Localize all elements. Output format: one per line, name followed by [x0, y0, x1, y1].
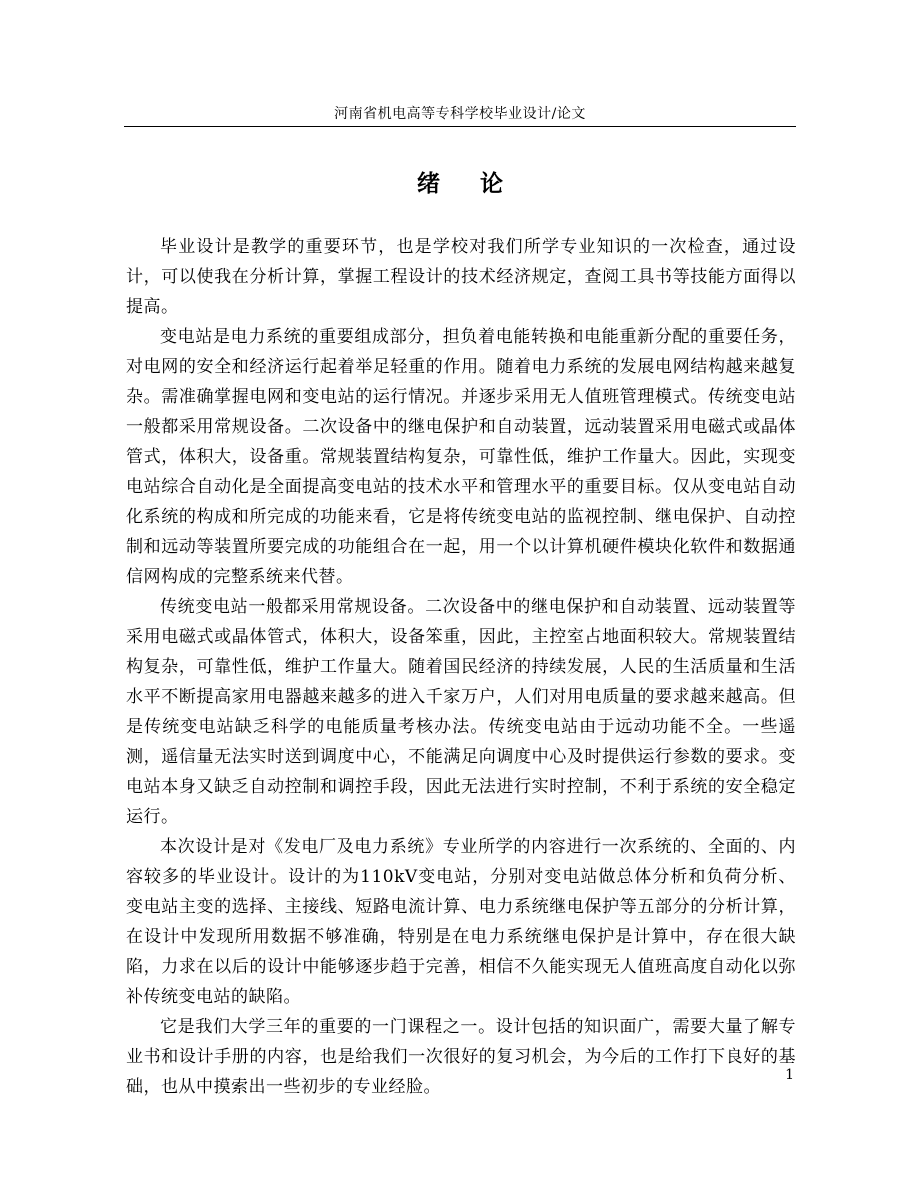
page-title: 绪论	[417, 170, 543, 197]
paragraph: 本次设计是对《发电厂及电力系统》专业所学的内容进行一次系统的、全面的、内容较多的毕业设计。设计的为110kV变电站，分别对变电站做总体分析和负荷分析、变电站主变的选择、主接线、短路电流计算、电力系统继电保护等五部分的分析计算，在设计中发现所用数据不够准确，特别是在电力系统继电保护是计算中，存在很大缺陷，力求在以后的设计中能够逐步趋于完善，相信不久能实现无人值班高度自动化以弥补传统变电站的缺陷。	[126, 837, 796, 1007]
paragraph: 毕业设计是教学的重要环节，也是学校对我们所学专业知识的一次检查，通过设计，可以使我在分析计算，掌握工程设计的技术经济规定，查阅工具书等技能方面得以提高。	[126, 237, 796, 317]
paragraph: 变电站是电力系统的重要组成部分，担负着电能转换和电能重新分配的重要任务，对电网的安全和经济运行起着举足轻重的作用。随着电力系统的发展电网结构越来越复杂。需准确掌握电网和变电站的运行情况。并逐步采用无人值班管理模式。传统变电站一般都采用常规设备。二次设备中的继电保护和自动装置，远动装置采用电磁式或晶体管式，体积大，设备重。常规装置结构复杂，可靠性低，维护工作量大。因此，实现变电站综合自动化是全面提高变电站的技术水平和管理水平的重要目标。仅从变电站自动化系统的构成和所完成的功能来看，它是将传统变电站的监视控制、继电保护、自动控制和远动等装置所要完成的功能组合在一起，用一个以计算机硬件模块化软件和数据通信网构成的完整系统来代替。	[126, 327, 796, 587]
page-header	[124, 104, 796, 127]
header-text: 河南省机电高等专科学校毕业设计/论文	[334, 106, 586, 122]
paragraph: 它是我们大学三年的重要的一门课程之一。设计包括的知识面广，需要大量了解专业书和设计手册的内容，也是给我们一次很好的复习机会，为今后的工作打下良好的基础，也从中摸索出一些初步的专业经脸。	[126, 1017, 796, 1097]
body-text	[126, 232, 796, 1102]
paragraph: 传统变电站一般都采用常规设备。二次设备中的继电保护和自动装置、远动装置等采用电磁式或晶体管式，体积大，设备笨重，因此，主控室占地面积较大。常规装置结构复杂，可靠性低，维护工作量大。随着国民经济的持续发展，人民的生活质量和生活水平不断提高家用电器越来越多的进入千家万户，人们对用电质量的要求越来越高。但是传统变电站缺乏科学的电能质量考核办法。传统变电站由于远动功能不全。一些遥测，遥信量无法实时送到调度中心，不能满足向调度中心及时提供运行参数的要求。变电站本身又缺乏自动控制和调控手段，因此无法进行实时控制，不利于系统的安全稳定运行。	[126, 597, 796, 827]
page-number: 1	[785, 1067, 794, 1083]
